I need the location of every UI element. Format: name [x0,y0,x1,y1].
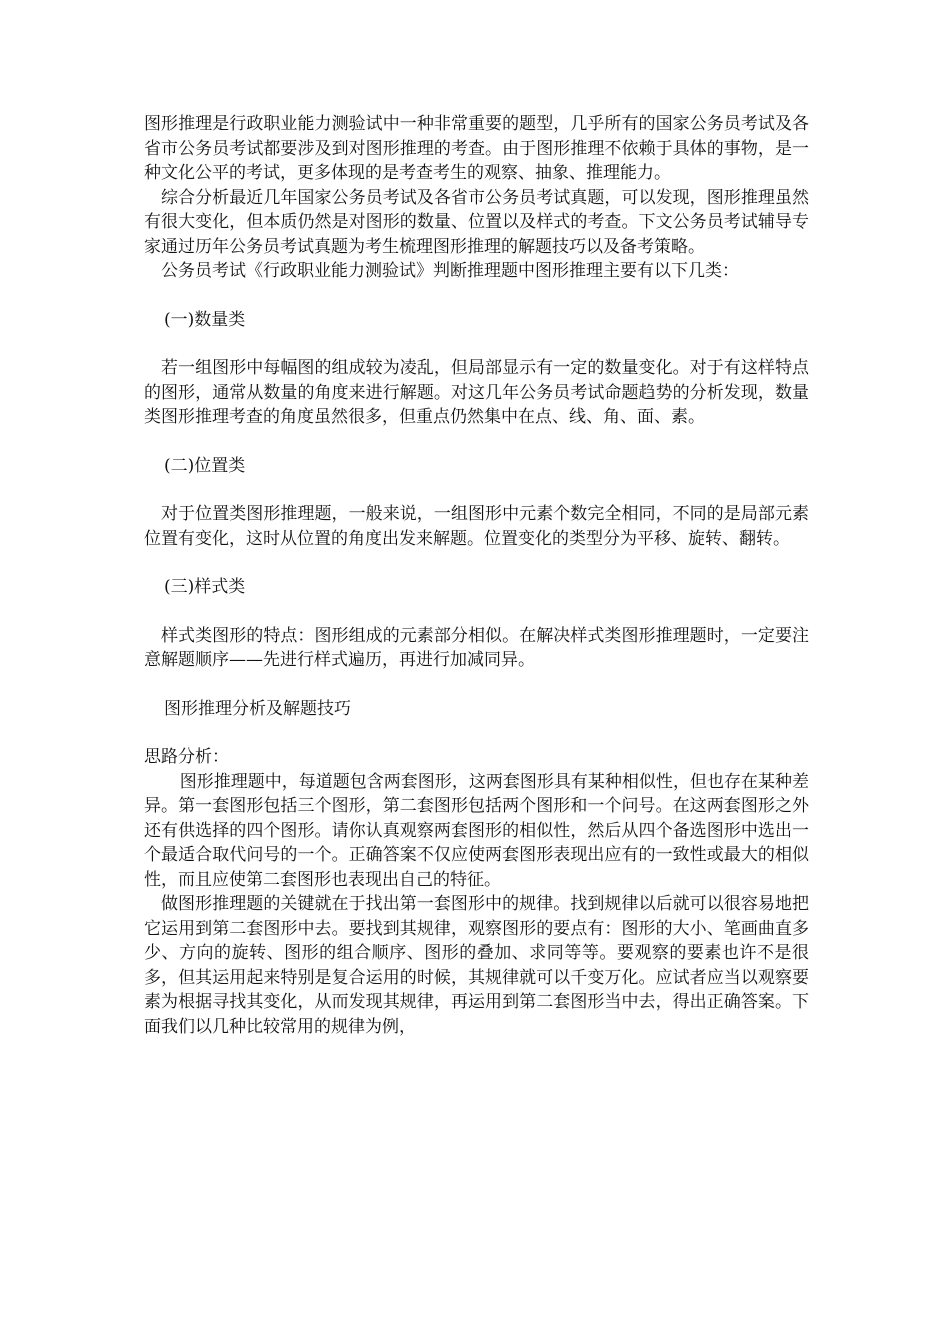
thinking-paragraph: 图形推理题中，每道题包含两套图形，这两套图形具有某种相似性，但也存在某种差异。第一套图形包括三个图形，第二套图形包括两个图形和一个问号。在这两套图形之外还有供选择的四个图形。请你认真观察两套图形的相似性，然后从四个备选图形中选出一个最适合取代问号的一个。正确答案不仅应使两套图形表现出应有的一致性或最大的相似性，而且应使第二套图形也表现出自己的特征。 [144,771,809,890]
thinking-label: 思路分析： [144,747,229,767]
intro-paragraph: 图形推理是行政职业能力测验试中一种非常重要的题型，几乎所有的国家公务员考试及各省市公务员考试都要涉及到对图形推理的考查。由于图形推理不依赖于具体的事物，是一种文化公平的考试，更多体现的是考查考生的观察、抽象、推理能力。 [144,114,809,183]
section-heading-quantity: (一)数量类 [164,309,246,330]
position-paragraph: 对于位置类图形推理题，一般来说，一组图形中元素个数完全相同，不同的是局部元素位置有变化，这时从位置的角度出发来解题。位置变化的类型分为平移、旋转、翻转。 [144,504,809,549]
style-paragraph: 样式类图形的特点：图形组成的元素部分相似。在解决样式类图形推理题时，一定要注意解题顺序——先进行样式遍历，再进行加减同异。 [144,625,809,670]
techniques-heading: 图形推理分析及解题技巧 [164,698,351,719]
key-rules-paragraph: 做图形推理题的关键就在于找出第一套图形中的规律。找到规律以后就可以很容易地把它运用到第二套图形中去。要找到其规律，观察图形的要点有：图形的大小、笔画曲直多少、方向的旋转、图形的组合顺序、图形的叠加、求同等等。要观察的要素也许不是很多，但其运用起来特别是复合运用的时候，其规律就可以千变万化。应试者应当以观察要素为根据寻找其变化，从而发现其规律，再运用到第二套图形当中去，得出正确答案。下面我们以几种比较常用的规律为例， [144,894,809,1037]
quantity-paragraph: 若一组图形中每幅图的组成较为凌乱，但局部显示有一定的数量变化。对于有这样特点的图形，通常从数量的角度来进行解题。对这几年公务员考试命题趋势的分析发现，数量类图形推理考查的角度虽然很多，但重点仍然集中在点、线、角、面、素。 [144,358,809,427]
section-heading-style: (三)样式类 [164,577,246,597]
analysis-paragraph: 综合分析最近几年国家公务员考试及各省市公务员考试真题，可以发现，图形推理虽然有很大变化，但本质仍然是对图形的数量、位置以及样式的考查。下文公务员考试辅导专家通过历年公务员考试真题为考生梳理图形推理的解题技巧以及备考策略。 [144,187,809,257]
section-heading-position: (二)位置类 [164,455,246,476]
categories-intro-paragraph: 公务员考试《行政职业能力测验试》判断推理题中图形推理主要有以下几类： [161,261,739,281]
document-body [144,112,809,1039]
